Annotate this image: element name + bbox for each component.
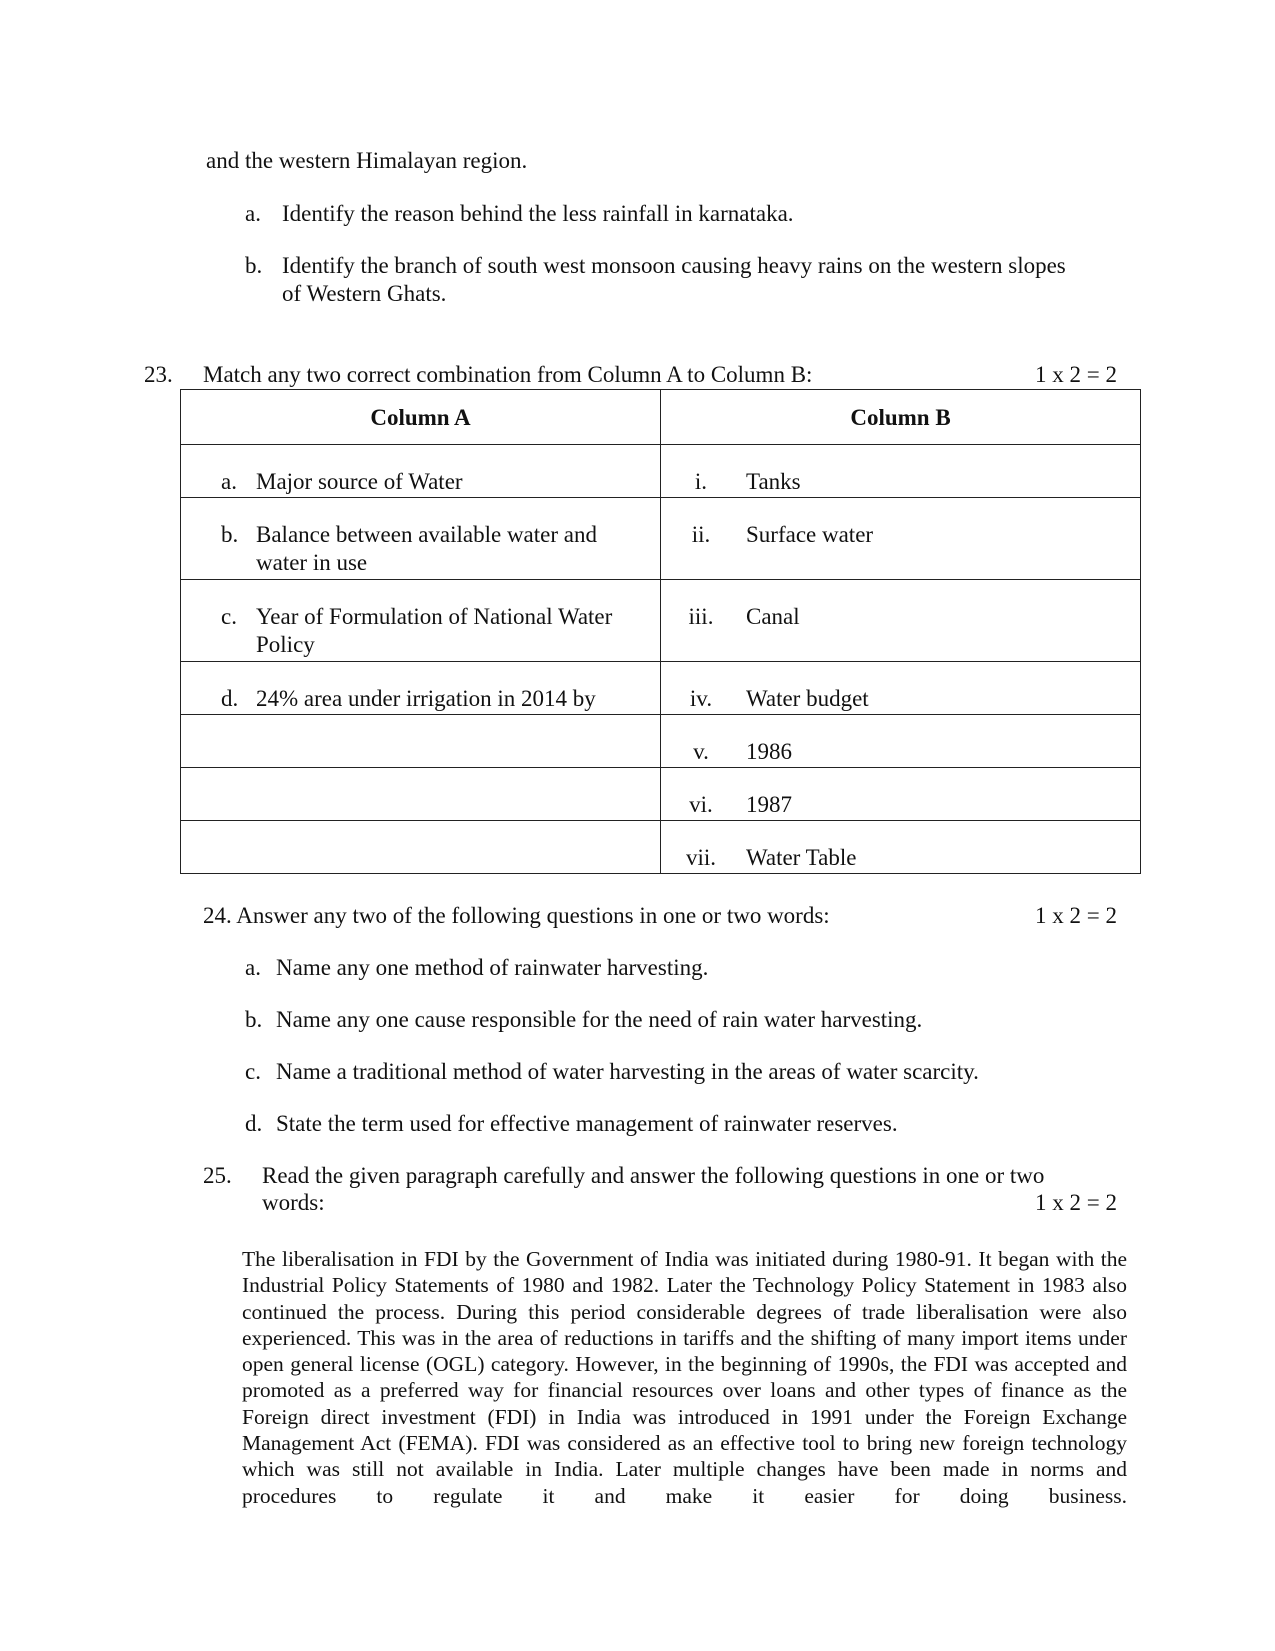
- col-b-text: Surface water: [746, 522, 874, 547]
- table-row: [181, 662, 1141, 715]
- q22-a-label: a.: [245, 201, 261, 226]
- col-b-cell: [661, 821, 1141, 874]
- column-a-header: Column A: [181, 390, 661, 445]
- col-a-text: 24% area under irrigation in 2014 by: [256, 686, 596, 711]
- col-a-label: d.: [221, 686, 239, 711]
- q24-text: 24. Answer any two of the following questions in one or two words:: [203, 903, 830, 928]
- q24-d-label: d.: [245, 1111, 263, 1136]
- col-b-number: v.: [693, 739, 709, 764]
- col-b-text: 1987: [746, 792, 792, 817]
- col-b-text: Tanks: [746, 469, 801, 494]
- q24-d-text: State the term used for effective management of rainwater reserves.: [276, 1111, 898, 1136]
- col-b-cell: [661, 445, 1141, 498]
- q24-a-label: a.: [245, 955, 261, 980]
- col-b-text: 1986: [746, 739, 792, 764]
- q24-b-label: b.: [245, 1007, 263, 1032]
- col-a-cell: [181, 662, 661, 715]
- col-a-label: b.: [221, 522, 239, 547]
- q23-text: Match any two correct combination from Column A to Column B:: [203, 362, 813, 387]
- col-a-cell: [181, 498, 661, 580]
- col-b-cell: [661, 715, 1141, 768]
- col-a-cell: [181, 768, 661, 821]
- table-row: [181, 498, 1141, 580]
- table-row: [181, 445, 1141, 498]
- col-b-text: Water budget: [746, 686, 869, 711]
- q22-a-text: Identify the reason behind the less rainfall in karnataka.: [282, 201, 794, 226]
- q23-marks: 1 x 2 = 2: [1035, 362, 1117, 387]
- q25-text-line1: Read the given paragraph carefully and answer the following questions in one or two: [262, 1163, 1045, 1188]
- col-a-text: Major source of Water: [256, 469, 463, 494]
- col-a-cell: [181, 821, 661, 874]
- q22-b-label: b.: [245, 253, 263, 278]
- q25-marks: 1 x 2 = 2: [1035, 1190, 1117, 1215]
- col-a-label: a.: [221, 469, 237, 494]
- col-b-cell: [661, 768, 1141, 821]
- col-b-cell: [661, 662, 1141, 715]
- q24-c-text: Name a traditional method of water harvesting in the areas of water scarcity.: [276, 1059, 979, 1084]
- table-row: [181, 715, 1141, 768]
- table-row: [181, 580, 1141, 662]
- col-b-number: vii.: [685, 845, 717, 870]
- q24-b-text: Name any one cause responsible for the need of rain water harvesting.: [276, 1007, 923, 1032]
- col-b-number: i.: [694, 469, 708, 494]
- col-b-number: ii.: [691, 522, 711, 547]
- col-a-label: c.: [221, 604, 237, 629]
- q25-text-line2: words:: [262, 1190, 325, 1215]
- q22-intro-end: and the western Himalayan region.: [206, 148, 528, 173]
- q24-c-label: c.: [245, 1059, 261, 1084]
- col-a-text: Balance between available water and water in use: [256, 522, 597, 575]
- col-b-cell: [661, 498, 1141, 580]
- column-b-header: Column B: [661, 390, 1141, 445]
- table-row: [181, 821, 1141, 874]
- table-row: [181, 768, 1141, 821]
- match-table: [180, 389, 1141, 874]
- col-b-text: Canal: [746, 604, 800, 629]
- col-a-cell: [181, 445, 661, 498]
- q25-paragraph: The liberalisation in FDI by the Government of India was initiated during 1980-91. It began with the Industrial Policy Statements of 1980 and 1982. Later the Technology Policy Statement in 1983 also continued the process. During this period considerable degrees of trade liberalisation were also experienced. This was in the area of reductions in tariffs and the shifting of many import items under open general license (OGL) category. However, in the beginning of 1990s, the FDI was accepted and promoted as a preferred way for financial resources over loans and other types of finance as the Foreign direct investment (FDI) in India was introduced in 1991 under the Foreign Exchange Management Act (FEMA). FDI was considered as an effective tool to bring new foreign technology which was still not available in India. Later multiple changes have been made in norms and procedures to regulate it and make it easier for doing business.: [242, 1247, 1127, 1508]
- col-b-number: iv.: [689, 686, 713, 711]
- q24-marks: 1 x 2 = 2: [1035, 903, 1117, 928]
- col-b-cell: [661, 580, 1141, 662]
- q23-number: 23.: [144, 362, 173, 387]
- q22-b-text-line2: of Western Ghats.: [282, 281, 447, 306]
- q22-b-text-line1: Identify the branch of south west monsoon causing heavy rains on the western slopes: [282, 253, 1066, 278]
- col-b-number: iii.: [688, 604, 714, 629]
- col-b-text: Water Table: [746, 845, 857, 870]
- col-a-text: Year of Formulation of National Water Policy: [256, 604, 613, 657]
- col-a-cell: [181, 580, 661, 662]
- q24-a-text: Name any one method of rainwater harvesting.: [276, 955, 709, 980]
- q25-number: 25.: [203, 1163, 232, 1188]
- col-a-cell: [181, 715, 661, 768]
- col-b-number: vi.: [689, 792, 713, 817]
- table-header-row: [181, 390, 1141, 445]
